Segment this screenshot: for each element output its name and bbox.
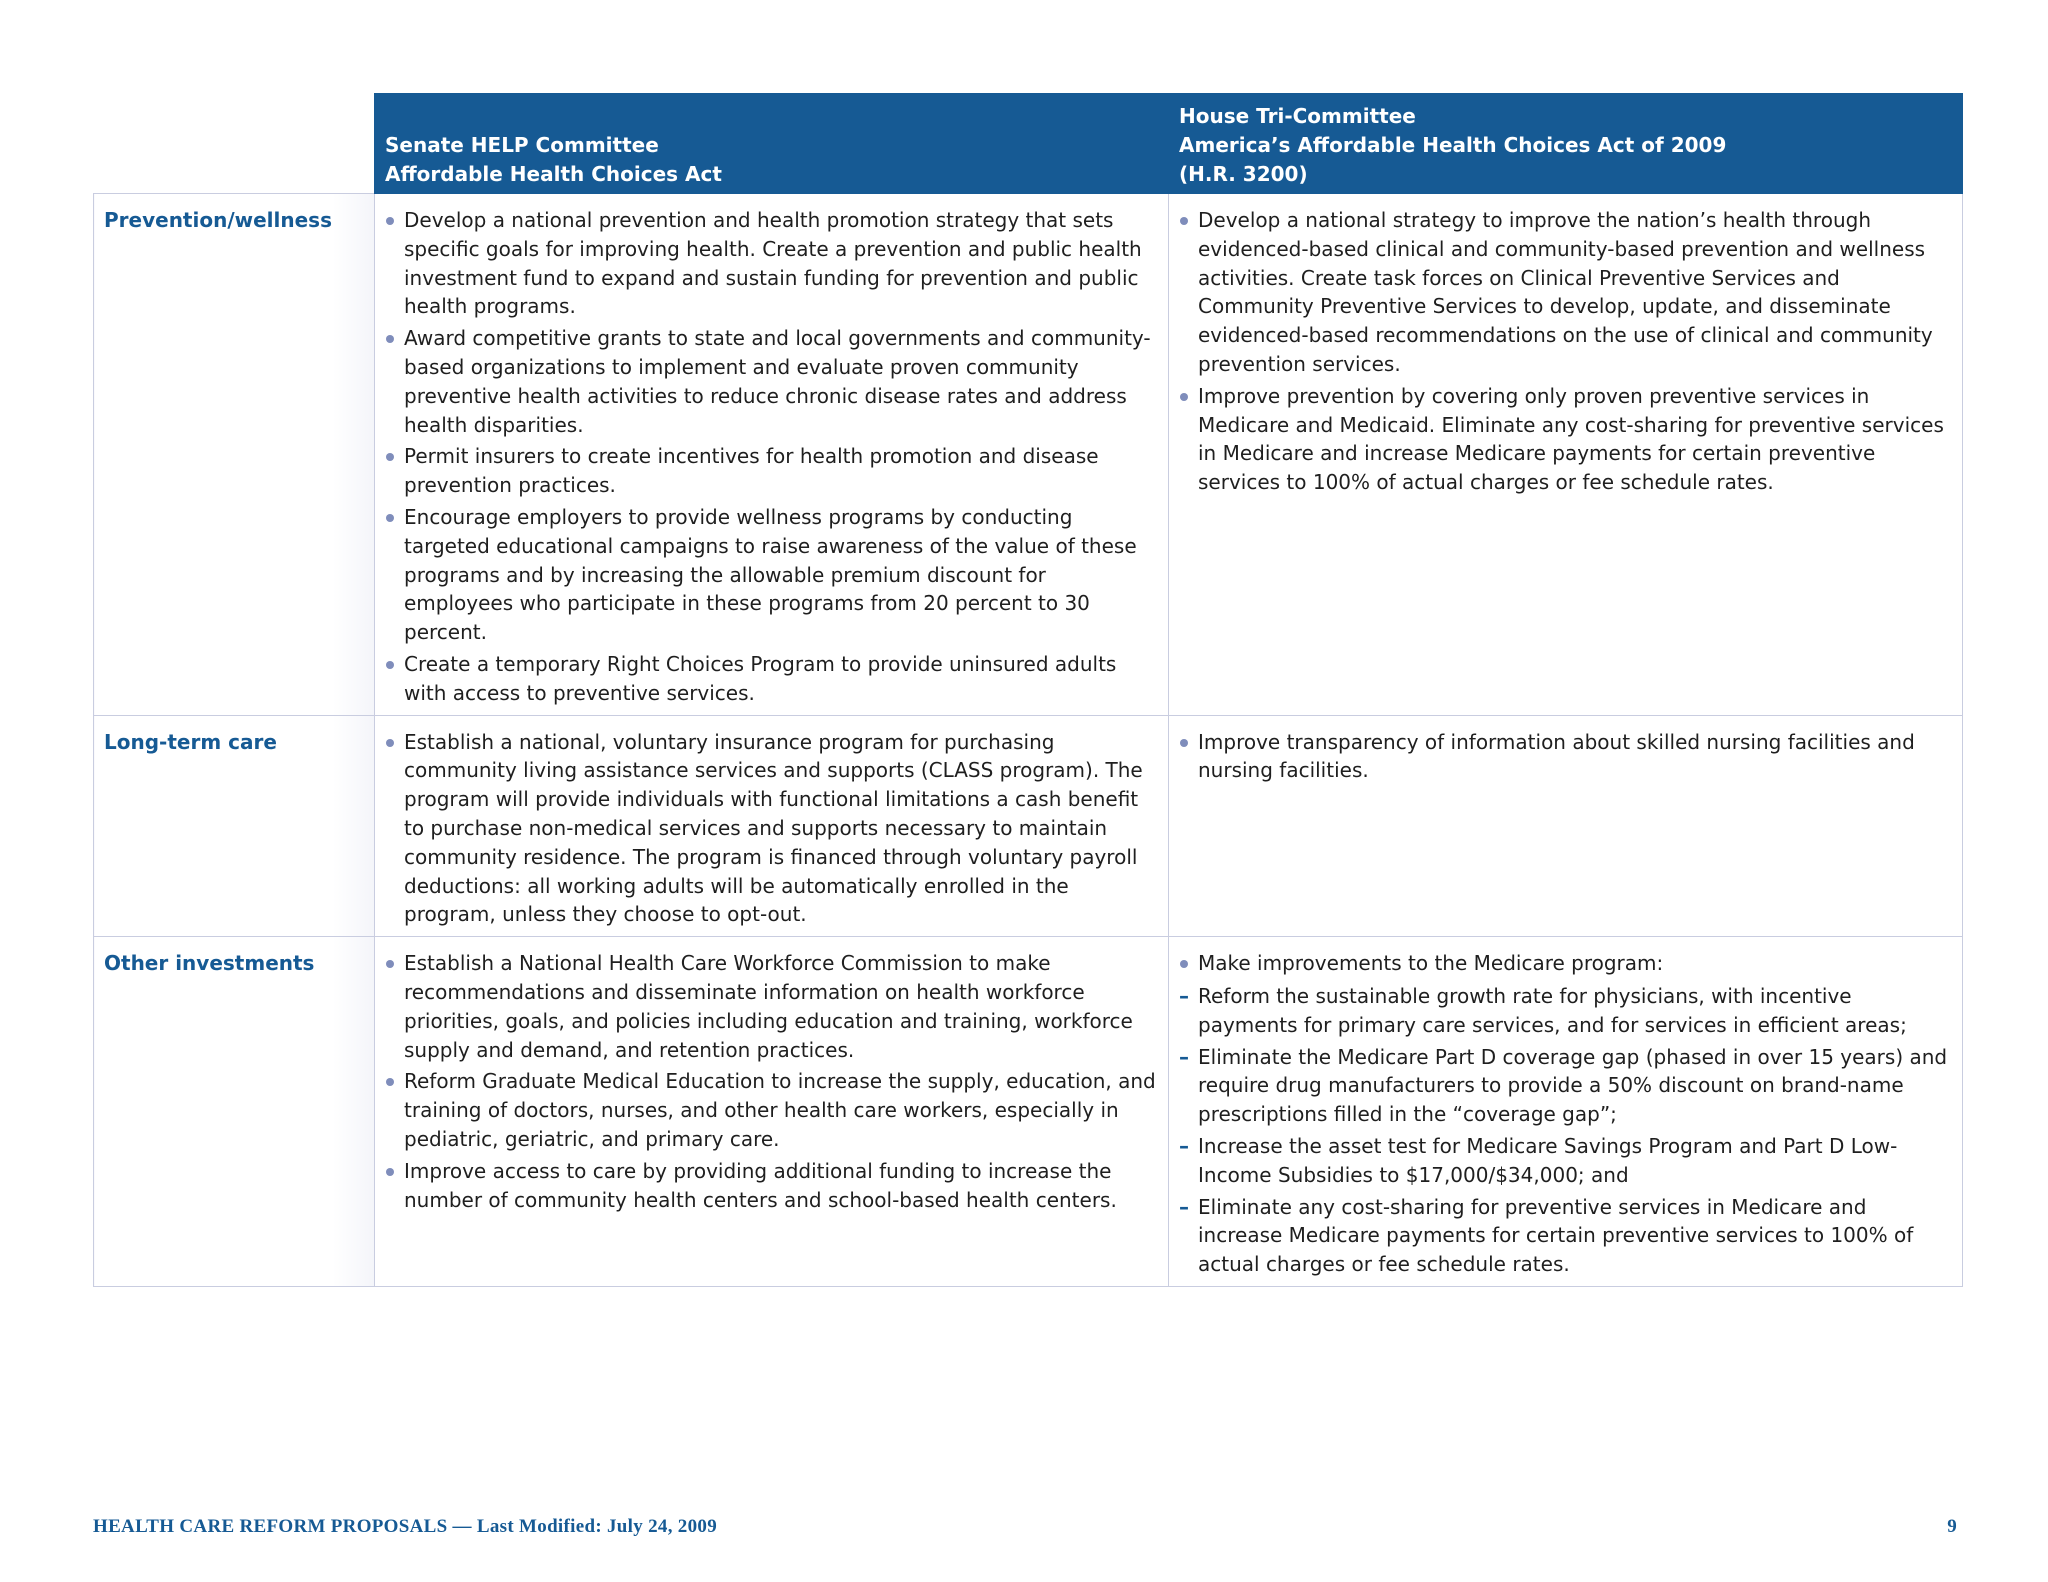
row-label: Prevention/wellness — [94, 194, 375, 716]
senate-cell — [375, 937, 1169, 1287]
table-row — [94, 715, 1963, 937]
comparison-table — [93, 93, 1963, 1287]
house-header-line3: (H.R. 3200) — [1179, 162, 1308, 186]
page-number: 9 — [1947, 1516, 1957, 1537]
list-item: Improve access to care by providing additional funding to increase the number of community health centers and school-based health centers. — [385, 1157, 1158, 1215]
list-item: Establish a national, voluntary insurance program for purchasing community living assistance services and supports (CLASS program). The program will provide individuals with functional limitations a cash benefit to purchase non-medical services and supports necessary to maintain community residence. The program is financed through voluntary payroll deductions: all working adults will be automatically enrolled in the program, unless they choose to opt-out. — [385, 728, 1158, 930]
sub-list-item: – Eliminate any cost-sharing for preventive services in Medicare and increase Medicare payments for certain preventive services to 100% of actual charges or fee schedule rates. — [1179, 1193, 1952, 1279]
list-item: Develop a national prevention and health promotion strategy that sets specific goals for improving health. Create a prevention and public health investment fund to expand and sustain funding for prevention and public health programs. — [385, 206, 1158, 321]
house-cell — [1169, 937, 1963, 1287]
comparison-page — [93, 93, 1962, 1287]
house-cell — [1169, 715, 1963, 937]
senate-header — [375, 94, 1169, 194]
list-item: Establish a National Health Care Workforce Commission to make recommendations and disseminate information on health workforce priorities, goals, and policies including education and training, workforce supply and demand, and retention practices. — [385, 949, 1158, 1064]
house-cell — [1169, 194, 1963, 716]
list-item: Improve transparency of information about skilled nursing facilities and nursing facilities. — [1179, 728, 1952, 786]
list-item: Develop a national strategy to improve the nation’s health through evidenced-based clinical and community-based prevention and wellness activities. Create task forces on Clinical Preventive Services and Community Preventive Services to develop, update, and disseminate evidenced-based recommendations on the use of clinical and community prevention services. — [1179, 206, 1952, 379]
list-item: Encourage employers to provide wellness programs by conducting targeted educational campaigns to raise awareness of the value of these programs and by increasing the allowable premium discount for employees who participate in these programs from 20 percent to 30 percent. — [385, 503, 1158, 647]
table-row — [94, 937, 1963, 1287]
sub-list-item: – Eliminate the Medicare Part D coverage gap (phased in over 15 years) and require drug manufacturers to provide a 50% discount on brand-name prescriptions filled in the “coverage gap”; — [1179, 1043, 1952, 1129]
list-item: Award competitive grants to state and local governments and community-based organizations to implement and evaluate proven community preventive health activities to reduce chronic disease rates and address health disparities. — [385, 324, 1158, 439]
list-item: Reform Graduate Medical Education to increase the supply, education, and training of doctors, nurses, and other health care workers, especially in pediatric, geriatric, and primary care. — [385, 1067, 1158, 1153]
senate-cell — [375, 715, 1169, 937]
house-header-line1: House Tri-Committee — [1179, 104, 1416, 128]
sub-list-item: – Reform the sustainable growth rate for physicians, with incentive payments for primary care services, and for services in efficient areas; — [1179, 982, 1952, 1040]
sub-list — [1179, 982, 1952, 1279]
row-label: Other investments — [94, 937, 375, 1287]
table-row — [94, 194, 1963, 716]
senate-header-line2: Affordable Health Choices Act — [385, 162, 722, 186]
footer-title: HEALTH CARE REFORM PROPOSALS — Last Modified: July 24, 2009 — [93, 1516, 717, 1537]
list-item: Permit insurers to create incentives for health promotion and disease prevention practices. — [385, 442, 1158, 500]
senate-header-line1: Senate HELP Committee — [385, 133, 659, 157]
list-item: Create a temporary Right Choices Program to provide uninsured adults with access to preventive services. — [385, 650, 1158, 708]
house-header — [1169, 94, 1963, 194]
table-header-row — [94, 94, 1963, 194]
house-header-line2: America’s Affordable Health Choices Act of 2009 — [1179, 133, 1727, 157]
list-item-intro: Make improvements to the Medicare program: — [1198, 951, 1664, 976]
list-item — [1179, 949, 1952, 978]
list-item: Improve prevention by covering only proven preventive services in Medicare and Medicaid. Eliminate any cost-sharing for preventive services in Medicare and increase Medicare payments for certain preventive services to 100% of actual charges or fee schedule rates. — [1179, 382, 1952, 497]
header-blank-cell — [94, 94, 375, 194]
senate-cell — [375, 194, 1169, 716]
page-footer — [93, 1516, 1962, 1538]
sub-list-item: – Increase the asset test for Medicare Savings Program and Part D Low-Income Subsidies to $17,000/$34,000; and — [1179, 1132, 1952, 1190]
row-label: Long-term care — [94, 715, 375, 937]
